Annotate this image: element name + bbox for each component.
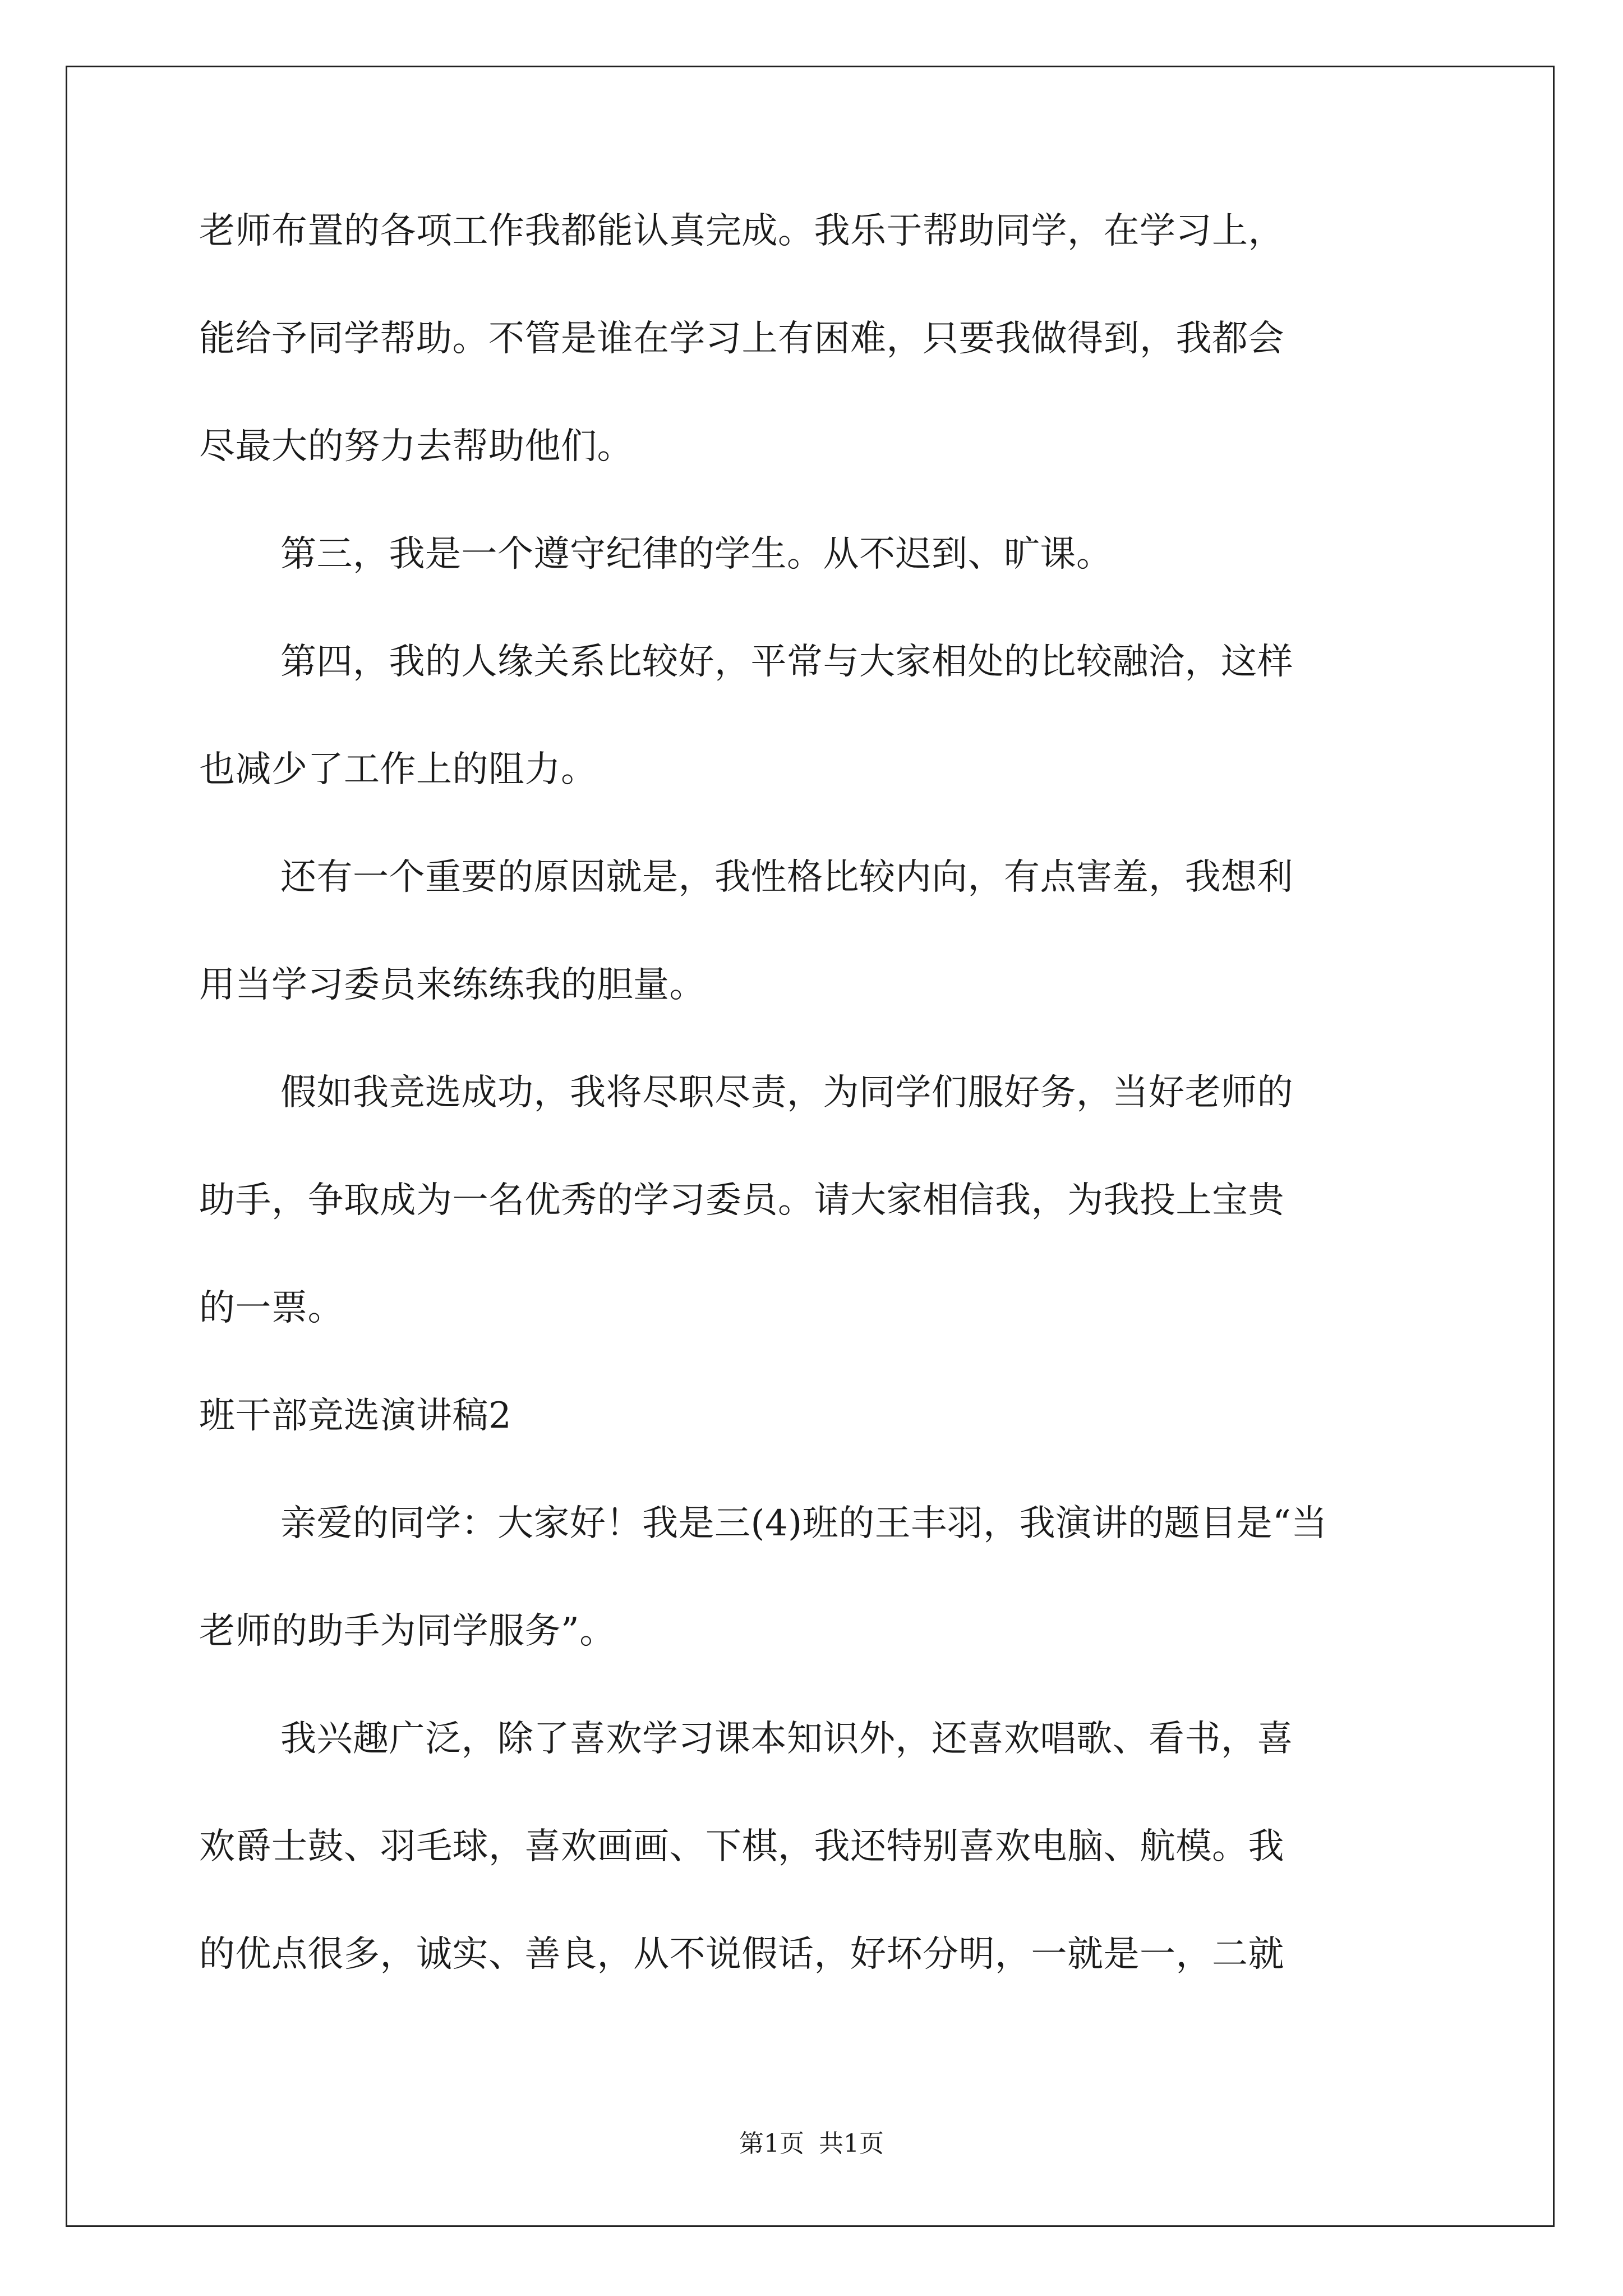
text-line: 亲爱的同学：大家好！我是三(4)班的王丰羽，我演讲的题目是“当 — [280, 1503, 1327, 1544]
text-line: 欢爵士鼓、羽毛球，喜欢画画、下棋，我还特别喜欢电脑、航模。我 — [199, 1826, 1284, 1867]
text-line: 能给予同学帮助。不管是谁在学习上有困难，只要我做得到，我都会 — [199, 318, 1284, 360]
page-border — [66, 66, 1555, 2227]
text-line: 尽最大的努力去帮助他们。 — [199, 426, 633, 467]
section-heading: 班干部竞选演讲稿2 — [199, 1395, 512, 1437]
text-line: 第四，我的人缘关系比较好，平常与大家相处的比较融洽，这样 — [280, 641, 1293, 683]
text-line: 的一票。 — [199, 1287, 344, 1329]
text-line: 也减少了工作上的阻力。 — [199, 749, 597, 790]
text-line: 假如我竞选成功，我将尽职尽责，为同学们服好务，当好老师的 — [280, 1072, 1293, 1114]
text-line: 老师布置的各项工作我都能认真完成。我乐于帮助同学，在学习上， — [199, 210, 1284, 252]
page-total: 共1页 — [819, 2129, 884, 2158]
page-footer — [0, 2129, 1623, 2158]
page-number: 第1页 — [739, 2129, 804, 2158]
text-line: 第三，我是一个遵守纪律的学生。从不迟到、旷课。 — [280, 533, 1113, 575]
text-line: 我兴趣广泛，除了喜欢学习课本知识外，还喜欢唱歌、看书，喜 — [280, 1718, 1293, 1760]
text-line: 用当学习委员来练练我的胆量。 — [199, 964, 706, 1006]
text-line: 的优点很多，诚实、善良，从不说假话，好坏分明，一就是一，二就 — [199, 1934, 1284, 1975]
text-line: 助手，争取成为一名优秀的学习委员。请大家相信我，为我投上宝贵 — [199, 1180, 1284, 1221]
text-line: 老师的助手为同学服务”。 — [199, 1611, 616, 1652]
text-line: 还有一个重要的原因就是，我性格比较内向，有点害羞，我想利 — [280, 857, 1293, 898]
